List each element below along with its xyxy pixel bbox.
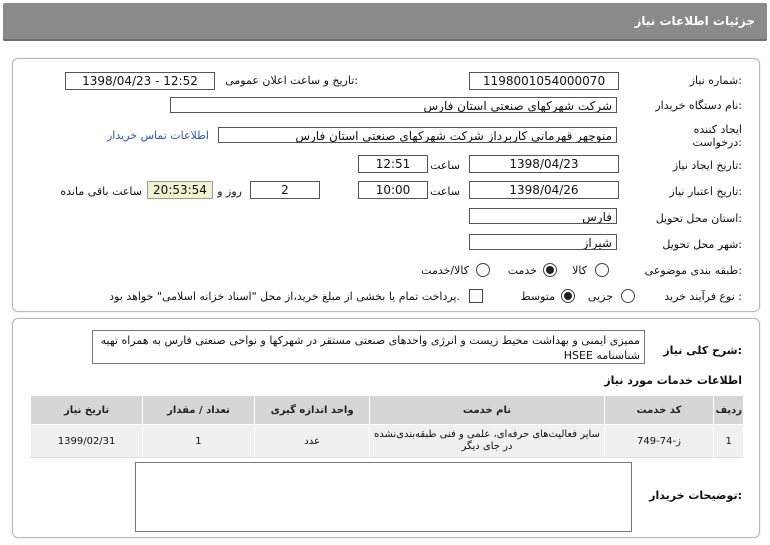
process-radio-medium[interactable] (561, 289, 575, 303)
cell-service-code: ز-74-749 (604, 425, 714, 458)
description-text: ممیزی ایمنی و بهداشت محیط زیست و انرژی واحدهای صنعتی مستقر در شهرکها و نواحی صنعتی فارس به همراه تهیه شناسنامه HSEE (92, 330, 645, 364)
cell-quantity: 1 (143, 425, 255, 458)
treasury-payment-checkbox[interactable] (469, 289, 483, 303)
announce-datetime-field: 1398/04/23 - 12:52 (65, 72, 215, 90)
buyer-notes-label: توضیحات خریدار: (649, 489, 742, 502)
treasury-payment-note: پرداخت تمام یا بخشی از مبلغ خرید،از محل "اسناد خزانه اسلامی" خواهد بود. (109, 290, 460, 303)
days-label: روز و (217, 185, 242, 198)
category-option-goods: کالا (572, 264, 587, 277)
province-label: استان محل تحویل: (655, 212, 742, 225)
requester-field: منوچهر قهرمانی کاربرداز شرکت شهرکهای صنعتی استان فارس (218, 127, 617, 143)
valid-date-field: 1398/04/26 (469, 181, 619, 199)
cell-service-name: سایر فعالیت‌های حرفه‌ای، علمی و فنی طبقه‌بندی‌نشده در جای دیگر (370, 425, 604, 458)
services-title: اطلاعات خدمات مورد نیاز (604, 374, 742, 387)
create-date-label: تاریخ ایجاد نیاز: (672, 159, 742, 172)
category-radio-goods[interactable] (595, 263, 609, 277)
announce-label: تاریخ و ساعت اعلان عمومی: (225, 74, 358, 87)
col-need-date: تاریخ نیاز (31, 396, 143, 425)
valid-date-label: تاریخ اعتبار نیاز: (669, 185, 742, 198)
need-number-field: 1198001054000070 (469, 72, 619, 90)
province-field: فارس (469, 208, 617, 224)
buyer-org-field: شرکت شهرکهای صنعتی استان فارس (170, 97, 617, 113)
category-radio-service[interactable] (543, 263, 557, 277)
services-table (30, 395, 744, 458)
process-label: نوع فرآیند خرید : (664, 290, 742, 303)
cell-row: 1 (714, 425, 744, 458)
cell-unit: عدد (254, 425, 370, 458)
col-service-name: نام خدمت (370, 396, 604, 425)
need-number-label: شماره نیاز: (689, 74, 742, 87)
process-option-medium: متوسط (520, 290, 555, 303)
col-service-code: کد خدمت (604, 396, 714, 425)
category-option-goods-service: کالا/خدمت (421, 264, 469, 277)
valid-time-field: 10:00 (358, 181, 428, 199)
remaining-label: ساعت باقی مانده (60, 185, 142, 198)
category-option-service: خدمت (507, 264, 537, 277)
remaining-time-field: 20:53:54 (147, 181, 213, 199)
days-field: 2 (250, 181, 320, 199)
valid-time-label: ساعت (430, 185, 460, 198)
create-time-label: ساعت (430, 159, 460, 172)
col-row: ردیف (714, 396, 744, 425)
page-title: جزئیات اطلاعات نیاز (634, 14, 755, 28)
process-radio-minor[interactable] (621, 289, 635, 303)
create-date-field: 1398/04/23 (469, 155, 619, 173)
process-option-minor: جزیی (587, 290, 613, 303)
cell-need-date: 1399/02/31 (31, 425, 143, 458)
table-row (31, 425, 744, 458)
requester-label-1: ایجاد کننده (693, 123, 742, 136)
buyer-org-label: نام دستگاه خریدار: (655, 99, 742, 112)
category-label: طبقه بندی موضوعی: (644, 264, 742, 277)
col-quantity: تعداد / مقدار (143, 396, 255, 425)
buyer-contact-link[interactable]: اطلاعات تماس خریدار (107, 129, 209, 142)
category-radio-goods-service[interactable] (476, 263, 490, 277)
requester-label-2: درخواست: (692, 136, 742, 149)
city-label: شهر محل تحویل: (662, 238, 742, 251)
create-time-field: 12:51 (358, 155, 428, 173)
page-header (3, 3, 767, 41)
description-label: شرح کلی نیاز: (663, 344, 742, 357)
buyer-notes-field (135, 462, 632, 532)
city-field: شیراز (469, 234, 617, 250)
col-unit: واحد اندازه گیری (254, 396, 370, 425)
services-header-row (31, 396, 744, 425)
